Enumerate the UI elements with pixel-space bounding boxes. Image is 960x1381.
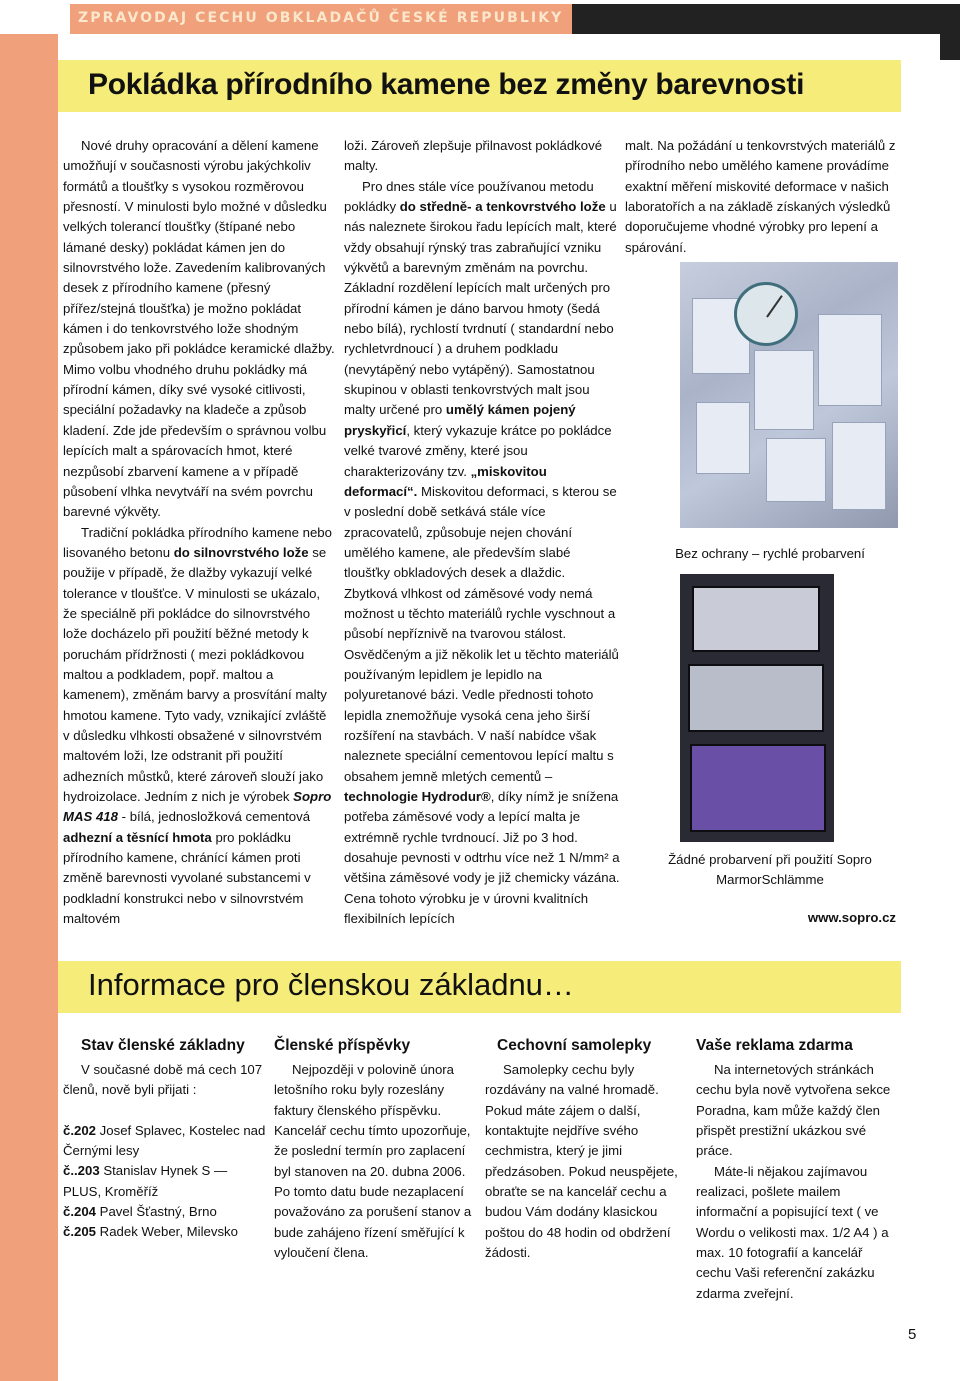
member-name: Radek Weber, Milevsko xyxy=(96,1224,238,1240)
member-name: Pavel Šťastný, Brno xyxy=(96,1204,217,1220)
photo-unprotected-stone xyxy=(680,262,898,528)
free-ad-column xyxy=(696,1034,901,1304)
section-heading: Vaše reklama zdarma xyxy=(696,1037,853,1054)
side-color-bar xyxy=(0,0,58,1381)
text: pro pokládku přírodního kamene, chránící kámen proti změně barevnosti vyvolané substancemi v podkladní konstrukci nebo v silnovrstvém maltovém xyxy=(63,829,311,927)
article-title: Pokládka přírodního kamene bez změny barevnosti xyxy=(88,68,805,101)
header-dark-bar xyxy=(572,4,960,34)
bold-text: umělý kámen pojený pryskyřicí xyxy=(344,402,576,438)
members-title: Informace pro členskou základnu… xyxy=(88,967,574,1002)
stone-tile xyxy=(696,402,750,474)
stone-slab xyxy=(690,744,826,832)
stone-slab xyxy=(692,586,820,652)
stickers-column xyxy=(485,1034,690,1263)
article-column-2 xyxy=(344,136,620,929)
photo-caption-1: Bez ochrany – rychlé probarvení xyxy=(675,546,865,561)
list-item xyxy=(63,1161,268,1202)
paragraph xyxy=(344,177,620,930)
list-item xyxy=(63,1121,268,1162)
member-number: č..203 xyxy=(63,1163,100,1179)
text: Pro dnes stále více používanou metodu pokládky xyxy=(344,178,594,215)
stone-tile xyxy=(832,422,886,510)
paragraph: Máte-li nějakou zajímavou realizaci, pošlete mailem informační a popisující text ( ve Wordu o velikosti max. 1/2 A4 ) a max. 10 fotografií a kancelář cechu Vaši referenční zakázku zdarma zveřejní. xyxy=(696,1163,889,1301)
text: , který vykazuje krátce po pokládce velké tvarové změny, které jsou charakterizovány tzv. xyxy=(344,422,612,479)
page-number: 5 xyxy=(908,1326,917,1343)
text: Tradiční pokládka přírodního kamene nebo lisovaného betonu xyxy=(63,524,332,560)
text: se použije v případě, že dlažby vykazují velké tolerance v tloušťce. V minulosti se ukázalo, že speciálně při pokládce do silnovrstvého lože docházelo při použití běžné metody k poruchám přídržnosti ( mezi pokládkovou maltou a podkladem, popř. maltou a kamenem), změnám barvy a prosvítání malty hmotou kamene. Tyto vady, vznikající zvláště v důsledku vlhkosti obsažené v silnovrstvém maltovém loži, lze odstranit při použití adhezních můstků, které zároveň slouží jako hydroizolace. Jedním z nich je výrobek xyxy=(63,544,327,804)
stone-slab xyxy=(688,664,824,732)
paragraph xyxy=(63,523,335,930)
member-number: č.202 xyxy=(63,1122,97,1138)
article-column-1 xyxy=(63,136,335,929)
article-title-band xyxy=(58,60,901,112)
side-bar-gap xyxy=(0,0,58,34)
website-link[interactable]: www.sopro.cz xyxy=(807,910,896,925)
paragraph: V současné době má cech 107 členů, nově byli přijati : xyxy=(63,1062,263,1098)
member-number: č.205 xyxy=(63,1224,97,1240)
section-heading: Cechovní samolepky xyxy=(497,1037,652,1054)
newsletter-title: ZPRAVODAJ CECHU OBKLADAČŮ ČESKÉ REPUBLIKY xyxy=(78,10,564,26)
members-status-column xyxy=(63,1034,268,1243)
members-title-band xyxy=(58,961,901,1013)
paragraph xyxy=(63,136,335,523)
paragraph: Na internetových stránkách cechu byla nově vytvořena sekce Poradna, kam může každý člen přispět prestižní ukázkou své práce. xyxy=(696,1062,891,1159)
text: , díky nímž je snížena potřeba záměsové vody a lepící malta je extrémně rychle tvrdnoucí. Již po 3 hod. dosahuje pevnosti v odtrhu více než 1 N/mm² a většina záměsové vody je již chemicky vázána. Cena tohoto výrobku je v úrovni kvalitních flexibilních lepících xyxy=(344,789,620,927)
article-column-3 xyxy=(625,136,905,258)
bold-text: technologie Hydrodur® xyxy=(344,789,491,804)
paragraph: Samolepky cechu byly rozdávány na valné hromadě. Pokud máte zájem o další, kontaktujte nejdříve svého cechmistra, který je jimi předzásoben. Pokud neuspějete, obraťte se na kancelář cechu a budou Vám dodány klasickou poštou do 48 hodin od obdržení žádosti. xyxy=(485,1062,678,1261)
paragraph: Nejpozději v polovině února letošního roku byly rozeslány faktury členského příspěvku. Kancelář cechu tímto upozorňuje, že poslední termín pro zaplacení byl stanoven na 20. dubna 2006. Po tomto datu bude nezaplacení považováno za porušení stanov a bude zahájeno řízení směřující k vyloučení člena. xyxy=(274,1062,472,1261)
paragraph xyxy=(344,136,620,177)
photo-protected-stone xyxy=(680,574,834,842)
bold-text: adhezní a těsnící hmota xyxy=(63,829,212,845)
photo-caption-2: Žádné probarvení při použití Sopro MarmorSchlämme xyxy=(668,852,872,888)
text: loži. Zároveň zlepšuje přilnavost pokládkové malty. xyxy=(344,138,603,174)
list-item xyxy=(63,1202,268,1222)
stone-tile xyxy=(818,314,882,406)
member-name: Stanislav Hynek S — PLUS, Kroměříž xyxy=(63,1163,228,1199)
text: Miskovitou deformaci, s kterou se v poslední době setkává stále více zpracovatelů, způsobuje nejen chování umělého kamene, ale především slabé tloušťky obkladových desek a dlaždic. Zbytková vlhkost od záměsové vody nemá možnost u těchto materiálů rychle vyschnout a působí nepříznivě na tvarovou stálost. Osvědčeným a již několik let u těchto materiálů používaným lepidlem je lepidlo na polyuretanové bázi. Vedle přednosti tohoto lepidla znemožňuje vysoká cena jeho širší rozšíření na stavbách. V naší nabídce však naleznete speciální cementovou lepící maltu s obsahem jemně mletých cementů – xyxy=(344,483,619,784)
bold-text: do středně- a tenkovrstvého lože xyxy=(399,199,606,215)
member-name: Josef Splavec, Kostelec nad Černými lesy xyxy=(63,1122,266,1159)
text: - bílá, jednosložková cementová xyxy=(121,809,311,825)
text: u nás naleznete širokou řadu lepících malt, které vždy obsahují rýnský tras zabraňující vzniku výkvětů a barevným změnám na povrchu. Základní rozdělení lepících malt určených pro přírodní kámen je dáno barvou hmoty (šedá nebo bílá), rychlostí tvrdnutí ( standardní nebo rychletvrdnoucí ) a druhem podkladu (nevytápěný nebo vytápěný). Samostatnou skupinou v oblasti tenkovrstvých malt jsou malty určené pro xyxy=(344,199,617,418)
bold-text: „miskovitou deformací“. xyxy=(344,463,547,499)
product-name: Sopro MAS 418 xyxy=(63,789,332,825)
list-item xyxy=(63,1222,268,1242)
gauge-icon xyxy=(734,282,798,346)
bold-text: do silnovrstvého lože xyxy=(173,544,309,560)
header-corner xyxy=(940,34,960,60)
section-heading: Stav členské základny xyxy=(81,1037,245,1054)
member-fees-column xyxy=(274,1034,479,1263)
stone-tile xyxy=(766,438,826,502)
member-number: č.204 xyxy=(63,1204,97,1220)
text: Nové druhy opracování a dělení kamene umožňují v současnosti výrobu jakýchkoliv formátů a tloušťky s vysokou rozměrovou přesností. V minulosti bylo možné v důsledku velkých tolerancí tloušťky (štípané nebo lámané desky) pokládat kámen jen do silnovrstvého lože. Zavedením kalibrovaných desek z přírodního kamene (přesný přířez/stejná tloušťka) je možno pokládat kámen i do tenkovrstvého lože shodným způsobem jako při pokládce keramické dlažby. Mimo volbu vhodného druhu pokládky má přírodní kámen, díky své vysoké citlivosti, speciální požadavky na kladeče a způsob kladení. Zde jde především o správnou volbu lepících malt a spárovacích hmot, které nezpůsobí zbarvení kamene a v případě působení vlhka nevytváří na svém povrchu barevné výkvěty. xyxy=(63,138,335,520)
section-heading: Členské příspěvky xyxy=(274,1037,411,1054)
paragraph: malt. Na požádání u tenkovrstvých materiálů z přírodního nebo umělého kamene provádíme exaktní měření miskovité deformace v našich laboratořích a na základě získaných výsledků doporučujeme vhodné výrobky pro lepení a spárování. xyxy=(625,138,896,255)
stone-tile xyxy=(754,350,814,430)
